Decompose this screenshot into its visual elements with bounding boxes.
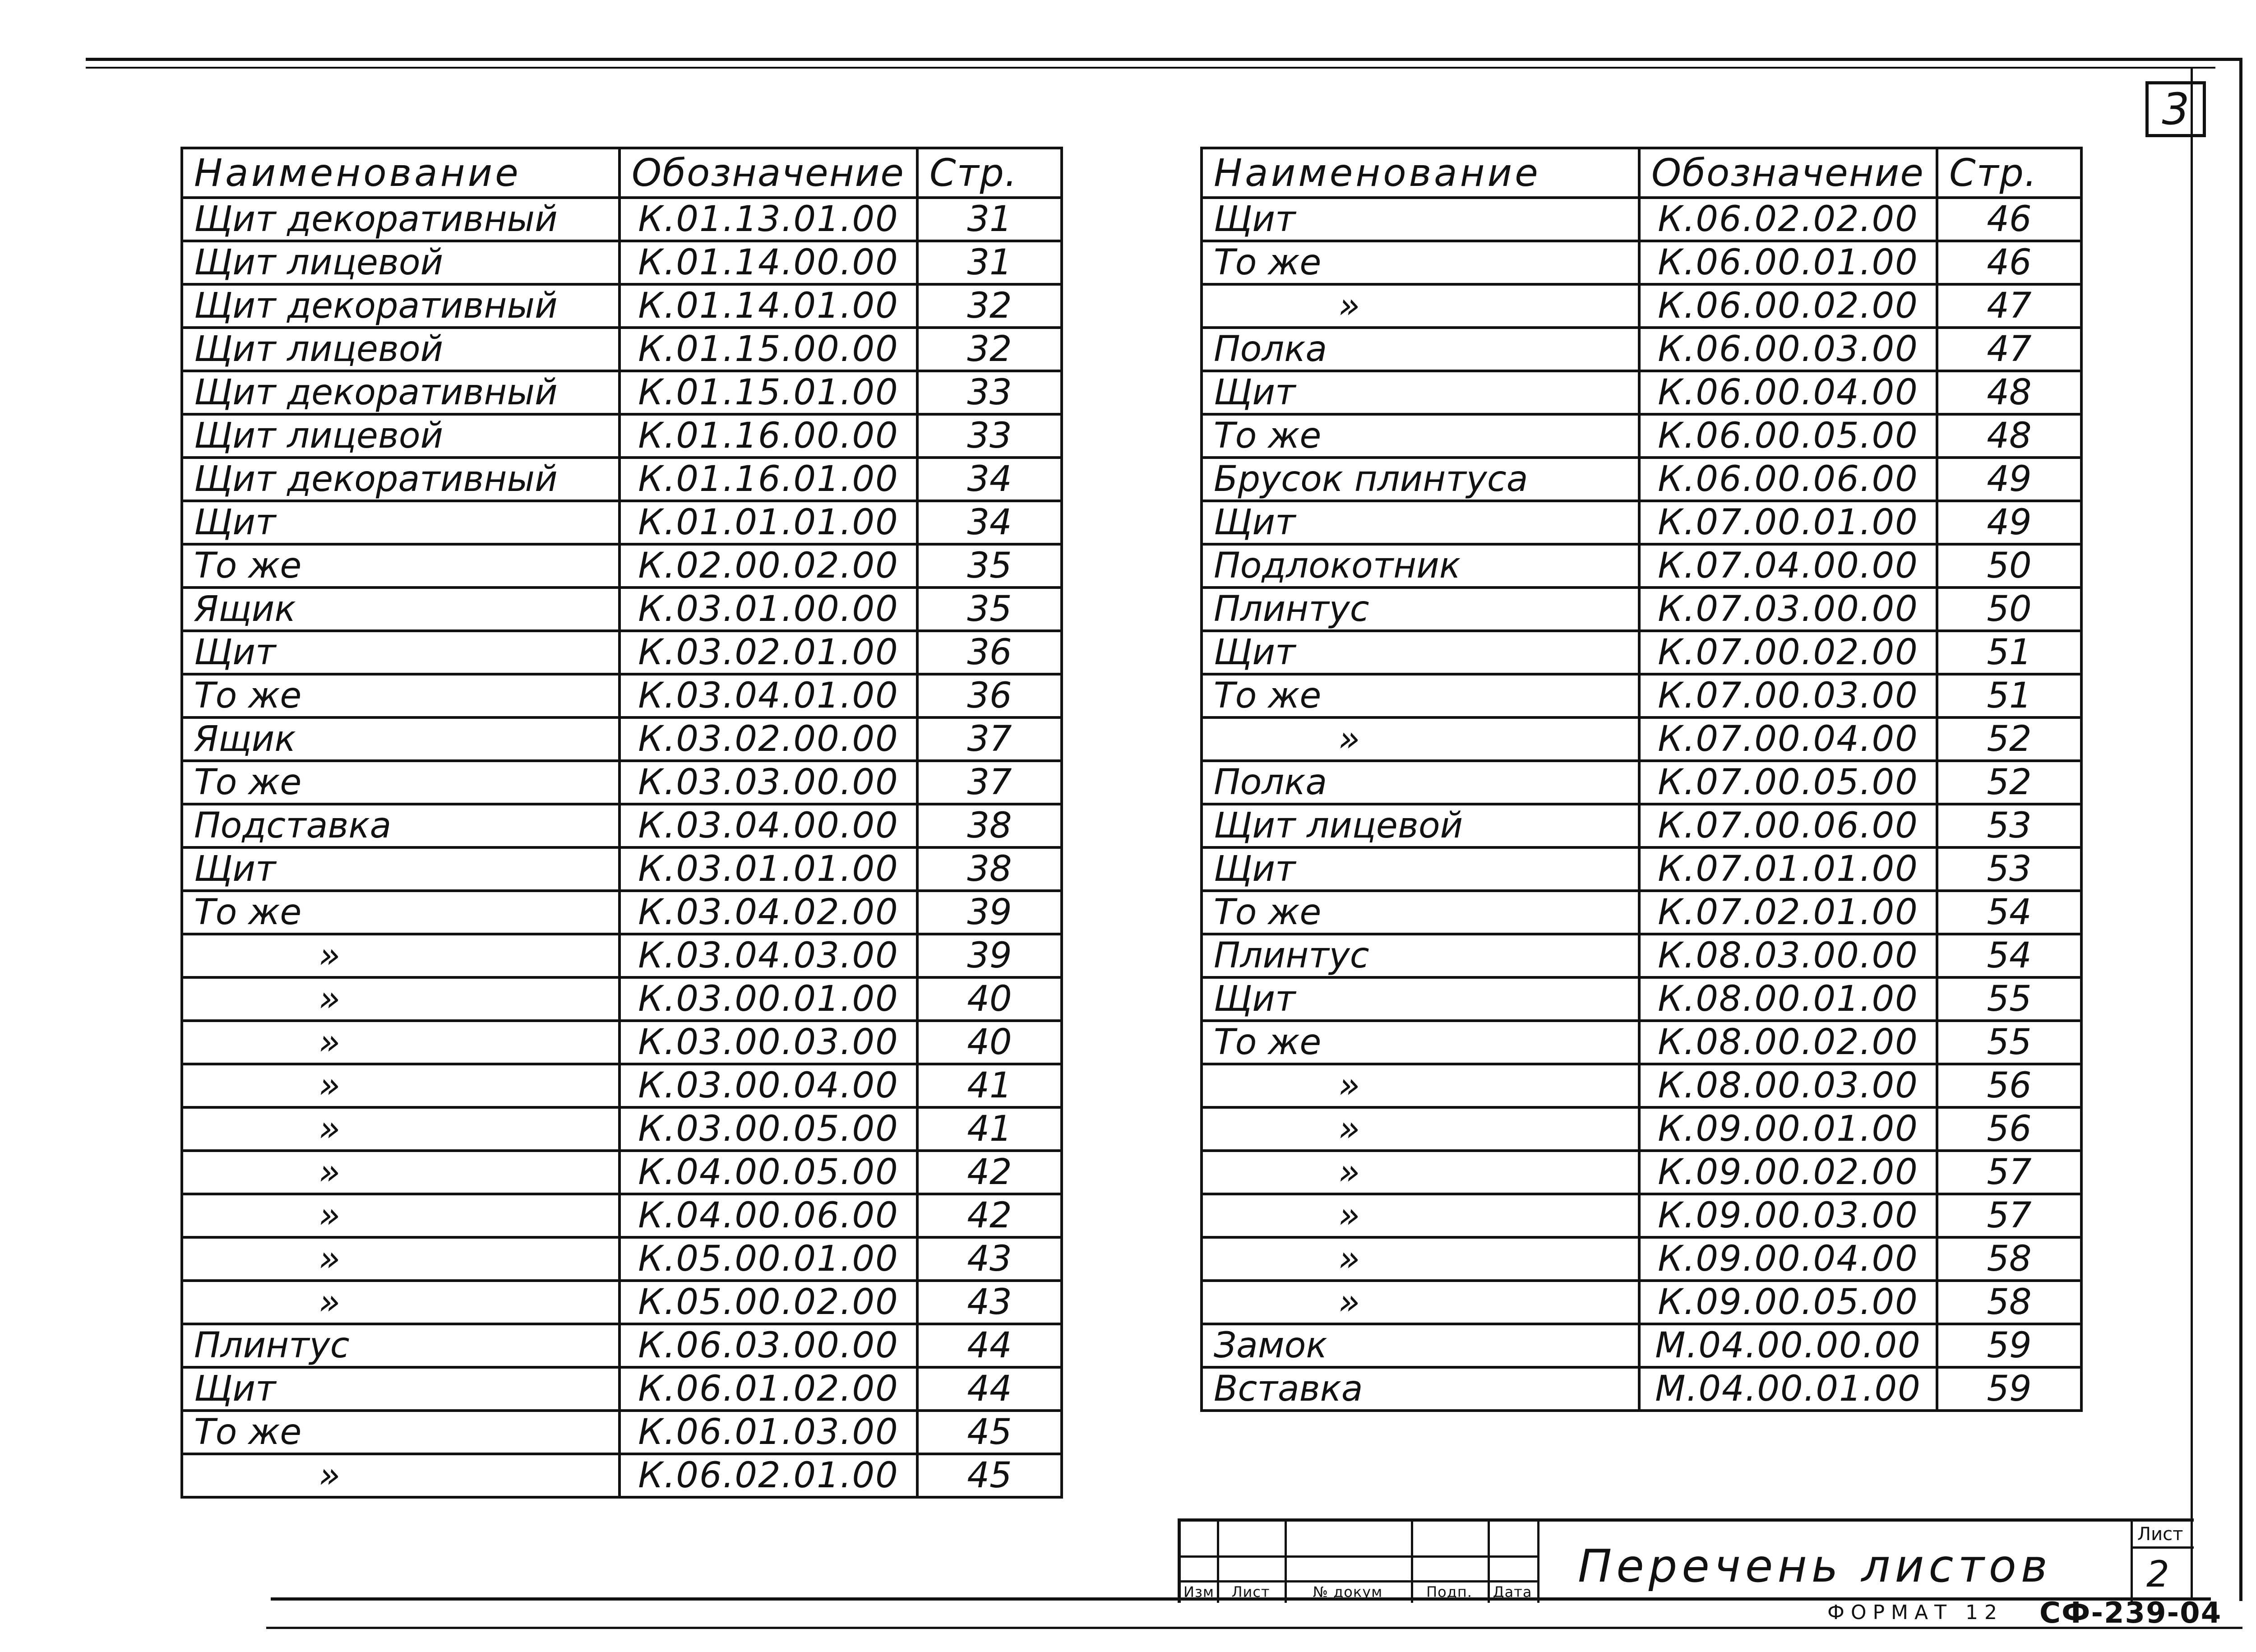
table-row xyxy=(1202,328,2081,371)
table-row xyxy=(1202,241,2081,284)
row-page: 38 xyxy=(917,804,1062,847)
table-row xyxy=(1202,371,2081,414)
table-row xyxy=(182,1454,1062,1497)
row-code: К.06.01.02.00 xyxy=(619,1367,917,1411)
row-code: К.03.01.01.00 xyxy=(619,847,917,891)
row-code: К.06.00.04.00 xyxy=(1639,371,1937,414)
row-code: К.09.00.04.00 xyxy=(1639,1237,1937,1281)
drawing-title: Перечень листов xyxy=(1578,1540,2052,1592)
row-code: К.09.00.01.00 xyxy=(1639,1107,1937,1151)
table-row xyxy=(1202,1281,2081,1324)
row-code: К.06.01.03.00 xyxy=(619,1411,917,1454)
row-code: К.06.00.05.00 xyxy=(1639,414,1937,458)
row-code: К.06.02.02.00 xyxy=(1639,198,1937,241)
row-page: 31 xyxy=(917,241,1062,284)
table-row xyxy=(1202,1107,2081,1151)
row-page: 51 xyxy=(1937,631,2081,674)
row-name: » xyxy=(1202,1194,1639,1237)
format-label: ФОРМАТ 12 xyxy=(1827,1601,2003,1624)
row-name: » xyxy=(1202,284,1639,328)
row-code: К.04.00.06.00 xyxy=(619,1194,917,1237)
table-row xyxy=(182,891,1062,934)
table-row xyxy=(182,588,1062,631)
row-name: Щит лицевой xyxy=(182,241,619,284)
table-row xyxy=(182,1281,1062,1324)
row-page: 45 xyxy=(917,1454,1062,1497)
document-code: СФ-239-04 xyxy=(2039,1596,2222,1630)
column-header-page: Стр. xyxy=(917,148,1062,198)
table-header-row xyxy=(182,148,1062,198)
row-code: К.08.00.01.00 xyxy=(1639,977,1937,1021)
label-date: Дата xyxy=(1493,1583,1532,1601)
row-name: Полка xyxy=(1202,761,1639,804)
row-name: То же xyxy=(182,891,619,934)
row-code: К.03.00.04.00 xyxy=(619,1064,917,1107)
row-code: К.05.00.01.00 xyxy=(619,1237,917,1281)
table-row xyxy=(182,977,1062,1021)
row-page: 55 xyxy=(1937,1021,2081,1064)
table-row xyxy=(1202,1237,2081,1281)
table-row xyxy=(1202,804,2081,847)
row-page: 53 xyxy=(1937,847,2081,891)
table-row xyxy=(182,1021,1062,1064)
row-name: Щит xyxy=(1202,977,1639,1021)
row-page: 46 xyxy=(1937,198,2081,241)
row-code: К.07.02.01.00 xyxy=(1639,891,1937,934)
row-page: 40 xyxy=(917,1021,1062,1064)
row-page: 34 xyxy=(917,501,1062,544)
table-row xyxy=(182,458,1062,501)
row-code: К.07.01.01.00 xyxy=(1639,847,1937,891)
row-name: » xyxy=(182,1194,619,1237)
row-page: 58 xyxy=(1937,1281,2081,1324)
table-row xyxy=(182,1151,1062,1194)
row-page: 48 xyxy=(1937,414,2081,458)
table-row xyxy=(1202,761,2081,804)
row-name: » xyxy=(1202,1281,1639,1324)
sheet-value: 2 xyxy=(2146,1553,2169,1595)
row-name: Щит декоративный xyxy=(182,198,619,241)
title-block xyxy=(1178,1518,2194,1603)
table-row xyxy=(1202,544,2081,588)
row-page: 59 xyxy=(1937,1324,2081,1367)
label-izm: Изм xyxy=(1183,1583,1215,1601)
row-code: К.04.00.05.00 xyxy=(619,1151,917,1194)
row-code: К.07.00.05.00 xyxy=(1639,761,1937,804)
row-code: К.03.04.01.00 xyxy=(619,674,917,717)
column-header-page: Стр. xyxy=(1937,148,2081,198)
row-code: К.03.00.05.00 xyxy=(619,1107,917,1151)
label-signature: Подп. xyxy=(1426,1583,1472,1601)
row-page: 42 xyxy=(917,1151,1062,1194)
row-name: » xyxy=(182,1237,619,1281)
table-row xyxy=(182,241,1062,284)
row-page: 52 xyxy=(1937,761,2081,804)
row-code: К.06.02.01.00 xyxy=(619,1454,917,1497)
row-name: Щит xyxy=(182,1367,619,1411)
row-name: » xyxy=(182,1021,619,1064)
table-row xyxy=(1202,1021,2081,1064)
row-page: 34 xyxy=(917,458,1062,501)
row-code: К.07.00.02.00 xyxy=(1639,631,1937,674)
row-name: » xyxy=(182,1281,619,1324)
row-page: 54 xyxy=(1937,891,2081,934)
row-name: Брусок плинтуса xyxy=(1202,458,1639,501)
row-name: Щит декоративный xyxy=(182,284,619,328)
table-row xyxy=(1202,501,2081,544)
table-row xyxy=(182,1411,1062,1454)
row-code: К.05.00.02.00 xyxy=(619,1281,917,1324)
table-row xyxy=(182,1237,1062,1281)
row-code: К.07.00.06.00 xyxy=(1639,804,1937,847)
row-name: Полка xyxy=(1202,328,1639,371)
row-code: К.03.04.02.00 xyxy=(619,891,917,934)
row-code: К.01.15.00.00 xyxy=(619,328,917,371)
row-code: К.06.00.06.00 xyxy=(1639,458,1937,501)
row-name: » xyxy=(182,934,619,977)
row-page: 55 xyxy=(1937,977,2081,1021)
row-name: » xyxy=(182,1151,619,1194)
row-name: » xyxy=(182,1107,619,1151)
row-code: К.01.14.01.00 xyxy=(619,284,917,328)
table-row xyxy=(182,544,1062,588)
row-name: Подлокотник xyxy=(1202,544,1639,588)
row-page: 39 xyxy=(917,934,1062,977)
row-code: К.03.00.01.00 xyxy=(619,977,917,1021)
frame-bottom-outer-border xyxy=(266,1627,2242,1629)
row-name: Щит xyxy=(1202,371,1639,414)
table-row xyxy=(182,761,1062,804)
row-name: Щит xyxy=(1202,198,1639,241)
row-name: Щит декоративный xyxy=(182,458,619,501)
row-page: 36 xyxy=(917,674,1062,717)
row-code: К.01.15.01.00 xyxy=(619,371,917,414)
row-name: Щит xyxy=(182,847,619,891)
row-page: 32 xyxy=(917,284,1062,328)
label-doc-number: № докум xyxy=(1313,1583,1383,1601)
row-name: Щит лицевой xyxy=(182,414,619,458)
row-page: 51 xyxy=(1937,674,2081,717)
table-row xyxy=(1202,1151,2081,1194)
table-row xyxy=(182,198,1062,241)
table-row xyxy=(182,934,1062,977)
row-name: То же xyxy=(182,674,619,717)
row-page: 53 xyxy=(1937,804,2081,847)
row-code: К.02.00.02.00 xyxy=(619,544,917,588)
row-page: 47 xyxy=(1937,328,2081,371)
table-row xyxy=(1202,1324,2081,1367)
table-row xyxy=(1202,414,2081,458)
row-name: Замок xyxy=(1202,1324,1639,1367)
row-page: 35 xyxy=(917,544,1062,588)
row-page: 44 xyxy=(917,1367,1062,1411)
row-code: К.01.01.01.00 xyxy=(619,501,917,544)
row-page: 38 xyxy=(917,847,1062,891)
table-row xyxy=(182,804,1062,847)
row-page: 41 xyxy=(917,1107,1062,1151)
table-row xyxy=(182,1367,1062,1411)
row-name: То же xyxy=(1202,891,1639,934)
column-header-name: Наименование xyxy=(1202,148,1639,198)
row-page: 56 xyxy=(1937,1064,2081,1107)
table-row xyxy=(1202,1194,2081,1237)
row-code: К.03.02.00.00 xyxy=(619,717,917,761)
table-row xyxy=(182,717,1062,761)
row-name: » xyxy=(1202,1107,1639,1151)
row-name: » xyxy=(1202,1064,1639,1107)
row-name: Щит xyxy=(1202,501,1639,544)
table-row xyxy=(182,284,1062,328)
table-row xyxy=(1202,458,2081,501)
row-page: 37 xyxy=(917,761,1062,804)
row-code: К.07.00.03.00 xyxy=(1639,674,1937,717)
row-page: 57 xyxy=(1937,1151,2081,1194)
table-row xyxy=(1202,198,2081,241)
row-page: 39 xyxy=(917,891,1062,934)
row-name: » xyxy=(1202,1237,1639,1281)
row-page: 40 xyxy=(917,977,1062,1021)
table-row xyxy=(182,1194,1062,1237)
row-name: Подставка xyxy=(182,804,619,847)
row-page: 33 xyxy=(917,371,1062,414)
row-page: 57 xyxy=(1937,1194,2081,1237)
row-page: 43 xyxy=(917,1237,1062,1281)
row-name: То же xyxy=(182,544,619,588)
row-page: 33 xyxy=(917,414,1062,458)
row-page: 59 xyxy=(1937,1367,2081,1411)
row-page: 44 xyxy=(917,1324,1062,1367)
frame-top-border xyxy=(86,58,2242,61)
row-code: К.03.02.01.00 xyxy=(619,631,917,674)
row-page: 48 xyxy=(1937,371,2081,414)
row-page: 54 xyxy=(1937,934,2081,977)
row-code: К.06.00.02.00 xyxy=(1639,284,1937,328)
row-name: Щит лицевой xyxy=(182,328,619,371)
row-code: М.04.00.01.00 xyxy=(1639,1367,1937,1411)
sheet-cell-rule xyxy=(2131,1546,2194,1549)
row-name: Щит лицевой xyxy=(1202,804,1639,847)
title-block-rule xyxy=(1181,1580,1537,1583)
row-code: К.08.03.00.00 xyxy=(1639,934,1937,977)
row-name: То же xyxy=(182,761,619,804)
row-page: 31 xyxy=(917,198,1062,241)
row-page: 41 xyxy=(917,1064,1062,1107)
row-name: » xyxy=(1202,1151,1639,1194)
sheet-number-box: 3 xyxy=(2145,81,2206,137)
row-name: » xyxy=(182,1064,619,1107)
row-page: 58 xyxy=(1937,1237,2081,1281)
row-code: К.01.16.00.00 xyxy=(619,414,917,458)
sheet-list-table-right xyxy=(1200,147,2083,1412)
row-name: То же xyxy=(1202,674,1639,717)
row-code: К.03.00.03.00 xyxy=(619,1021,917,1064)
row-page: 50 xyxy=(1937,544,2081,588)
table-row xyxy=(1202,891,2081,934)
row-code: К.03.03.00.00 xyxy=(619,761,917,804)
row-name: Ящик xyxy=(182,588,619,631)
row-page: 36 xyxy=(917,631,1062,674)
row-name: Плинтус xyxy=(182,1324,619,1367)
row-name: То же xyxy=(1202,414,1639,458)
title-block-rule xyxy=(1181,1555,1537,1558)
row-name: То же xyxy=(182,1411,619,1454)
row-code: К.01.16.01.00 xyxy=(619,458,917,501)
table-row xyxy=(1202,1064,2081,1107)
column-header-name: Наименование xyxy=(182,148,619,198)
row-page: 50 xyxy=(1937,588,2081,631)
row-code: К.06.00.01.00 xyxy=(1639,241,1937,284)
row-code: К.08.00.02.00 xyxy=(1639,1021,1937,1064)
row-page: 37 xyxy=(917,717,1062,761)
table-row xyxy=(182,631,1062,674)
label-list: Лист xyxy=(1231,1583,1270,1601)
frame-top-inner-border xyxy=(86,67,2215,69)
sheet-list-table-left xyxy=(180,147,1063,1499)
row-code: К.07.00.04.00 xyxy=(1639,717,1937,761)
table-row xyxy=(182,501,1062,544)
row-page: 49 xyxy=(1937,501,2081,544)
frame-right-inner-border xyxy=(2191,68,2193,1597)
row-page: 42 xyxy=(917,1194,1062,1237)
column-header-code: Обозначение xyxy=(1639,148,1937,198)
table-row xyxy=(182,847,1062,891)
table-row xyxy=(1202,1367,2081,1411)
row-name: То же xyxy=(1202,241,1639,284)
table-row xyxy=(1202,631,2081,674)
table-row xyxy=(182,1107,1062,1151)
table-header-row xyxy=(1202,148,2081,198)
row-name: Ящик xyxy=(182,717,619,761)
row-name: Вставка xyxy=(1202,1367,1639,1411)
row-page: 46 xyxy=(1937,241,2081,284)
table-row xyxy=(1202,284,2081,328)
row-code: К.06.00.03.00 xyxy=(1639,328,1937,371)
row-name: Щит xyxy=(182,501,619,544)
row-name: » xyxy=(182,1454,619,1497)
row-code: К.09.00.02.00 xyxy=(1639,1151,1937,1194)
row-code: К.09.00.05.00 xyxy=(1639,1281,1937,1324)
row-page: 43 xyxy=(917,1281,1062,1324)
table-row xyxy=(1202,717,2081,761)
row-page: 56 xyxy=(1937,1107,2081,1151)
row-name: Плинтус xyxy=(1202,588,1639,631)
row-page: 47 xyxy=(1937,284,2081,328)
frame-right-border xyxy=(2239,58,2242,1601)
row-code: К.09.00.03.00 xyxy=(1639,1194,1937,1237)
row-page: 52 xyxy=(1937,717,2081,761)
row-code: К.07.04.00.00 xyxy=(1639,544,1937,588)
row-page: 49 xyxy=(1937,458,2081,501)
table-row xyxy=(182,371,1062,414)
row-code: К.08.00.03.00 xyxy=(1639,1064,1937,1107)
row-name: Плинтус xyxy=(1202,934,1639,977)
row-page: 32 xyxy=(917,328,1062,371)
table-row xyxy=(182,328,1062,371)
row-code: К.01.14.00.00 xyxy=(619,241,917,284)
row-code: К.01.13.01.00 xyxy=(619,198,917,241)
row-code: М.04.00.00.00 xyxy=(1639,1324,1937,1367)
row-name: Щит декоративный xyxy=(182,371,619,414)
table-row xyxy=(1202,847,2081,891)
row-name: То же xyxy=(1202,1021,1639,1064)
column-header-code: Обозначение xyxy=(619,148,917,198)
row-name: Щит xyxy=(1202,631,1639,674)
row-name: Щит xyxy=(182,631,619,674)
table-row xyxy=(1202,588,2081,631)
row-code: К.03.04.03.00 xyxy=(619,934,917,977)
table-row xyxy=(182,1064,1062,1107)
table-row xyxy=(182,414,1062,458)
row-page: 45 xyxy=(917,1411,1062,1454)
row-code: К.07.00.01.00 xyxy=(1639,501,1937,544)
table-row xyxy=(1202,977,2081,1021)
row-name: Щит xyxy=(1202,847,1639,891)
table-row xyxy=(182,1324,1062,1367)
table-row xyxy=(1202,674,2081,717)
row-page: 35 xyxy=(917,588,1062,631)
row-code: К.03.04.00.00 xyxy=(619,804,917,847)
table-row xyxy=(182,674,1062,717)
sheet-cell-divider xyxy=(2131,1522,2133,1603)
row-name: » xyxy=(1202,717,1639,761)
row-code: К.07.03.00.00 xyxy=(1639,588,1937,631)
row-name: » xyxy=(182,977,619,1021)
table-row xyxy=(1202,934,2081,977)
row-code: К.06.03.00.00 xyxy=(619,1324,917,1367)
row-code: К.03.01.00.00 xyxy=(619,588,917,631)
sheet-label: Лист xyxy=(2137,1524,2183,1545)
